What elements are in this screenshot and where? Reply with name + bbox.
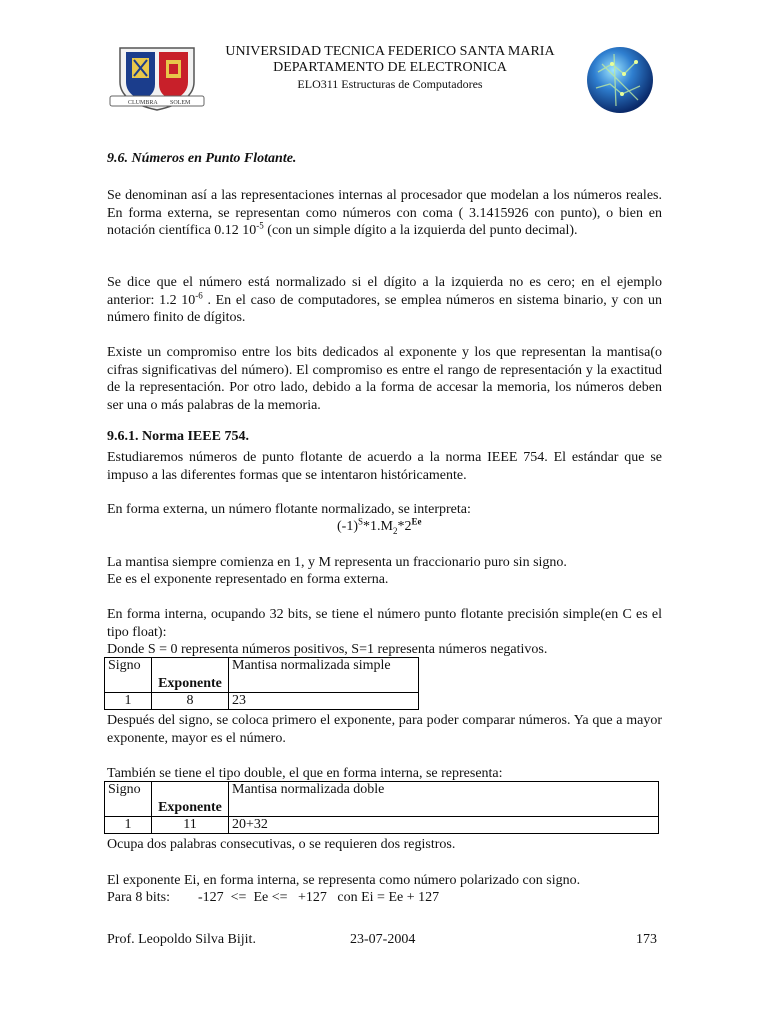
footer-author: Prof. Leopoldo Silva Bijit. bbox=[107, 932, 256, 947]
formula-mantissa: *1.M bbox=[363, 519, 393, 534]
university-name: UNIVERSIDAD TECNICA FEDERICO SANTA MARIA bbox=[225, 44, 555, 59]
double-precision-table bbox=[104, 781, 659, 834]
footer-date: 23-07-2004 bbox=[350, 932, 416, 947]
table-header-row bbox=[105, 782, 659, 817]
cell-exponent-bits: 8 bbox=[152, 693, 229, 710]
paragraph-intro bbox=[107, 187, 662, 240]
paragraph-biased-exponent: El exponente Ei, en forma interna, se representa como número polarizado con signo. bbox=[107, 873, 581, 888]
paragraph-single-precision: En forma interna, ocupando 32 bits, se tiene el número punto flotante precisión simple(en C es el tipo float): bbox=[107, 607, 662, 640]
paragraph-normalized bbox=[107, 274, 662, 327]
cell-mantissa-bits: 23 bbox=[229, 693, 419, 710]
footer-page-number: 173 bbox=[636, 932, 657, 947]
section-title: 9.6. Números en Punto Flotante. bbox=[107, 151, 297, 166]
formula-power-of-two: *2 bbox=[397, 519, 412, 534]
header-mantissa: Mantisa normalizada doble bbox=[229, 782, 659, 817]
header-sign: Signo bbox=[105, 782, 152, 817]
table-row bbox=[105, 817, 659, 834]
formula-base-two-subscript: 2 bbox=[392, 525, 398, 536]
exponent-superscript: -5 bbox=[256, 220, 264, 231]
exponent-superscript: -6 bbox=[195, 289, 203, 300]
paragraph-double: También se tiene el tipo double, el que en forma interna, se representa: bbox=[107, 766, 503, 781]
cell-mantissa-bits: 20+32 bbox=[229, 817, 659, 834]
course-name: ELO311 Estructuras de Computadores bbox=[297, 77, 483, 91]
paragraph-intro-part-b: (con un simple dígito a la izquierda del punto decimal). bbox=[263, 223, 578, 238]
paragraph-mantissa: La mantisa siempre comienza en 1, y M representa un fraccionario puro sin signo. bbox=[107, 555, 567, 570]
paragraph-eight-bits: Para 8 bits: -127 <= Ee <= +127 con Ei = Ee + 127 bbox=[107, 890, 440, 905]
crest-motto-right: SOLEM bbox=[170, 100, 191, 106]
globe-logo bbox=[584, 44, 656, 116]
header-exponent: Exponente bbox=[152, 782, 229, 817]
paragraph-ieee-standard: Estudiaremos números de punto flotante de acuerdo a la norma IEEE 754. El estándar que se impuso a las diferentes formas que se intentaron históricamente. bbox=[107, 450, 662, 483]
paragraph-compromise: Existe un compromiso entre los bits dedicados al exponente y los que representan la mantisa(o cifras significativas del número). El compromiso es entre el rango de representación y la exactitud de la representación. Por otro lado, debido a la forma de accesar la memoria, los números deben ser una o más palabras de la memoria. bbox=[107, 345, 662, 413]
cell-sign-bits: 1 bbox=[105, 693, 152, 710]
paragraph-two-words: Ocupa dos palabras consecutivas, o se requieren dos registros. bbox=[107, 837, 456, 852]
header-exponent: Exponente bbox=[152, 658, 229, 693]
paragraph-normalized-part-a: Se dice que el número está normalizado si el dígito a la izquierda no es cero; en el ejemplo anterior: 1.2 10 bbox=[107, 275, 662, 308]
header-mantissa: Mantisa normalizada simple bbox=[229, 658, 419, 693]
paragraph-external-form: En forma externa, un número flotante normalizado, se interpreta: bbox=[107, 502, 471, 517]
cell-sign-bits: 1 bbox=[105, 817, 152, 834]
department-name: DEPARTAMENTO DE ELECTRONICA bbox=[273, 60, 507, 75]
subsection-title: 9.6.1. Norma IEEE 754. bbox=[107, 429, 249, 444]
paragraph-exponent-external: Ee es el exponente representado en forma externa. bbox=[107, 572, 389, 587]
table-row bbox=[105, 693, 419, 710]
single-precision-table bbox=[104, 657, 419, 710]
paragraph-intro-part-a: Se denominan así a las representaciones internas al procesador que modelan a los números reales. En forma externa, se representan como números con coma ( 3.1415926 con punto), o bien en notación científica 0.12 10 bbox=[107, 188, 662, 238]
cell-exponent-bits: 11 bbox=[152, 817, 229, 834]
formula-sign-exponent: S bbox=[358, 516, 364, 527]
formula-exponent: Ee bbox=[411, 516, 422, 527]
table-header-row bbox=[105, 658, 419, 693]
paragraph-normalized-part-b: . En el caso de computadores, se emplea números en sistema binario, y con un número finito de dígitos. bbox=[107, 292, 662, 325]
paragraph-sign-meaning: Donde S = 0 representa números positivos, S=1 representa números negativos. bbox=[107, 642, 548, 657]
crest-motto-left: CLUMBRA bbox=[128, 100, 158, 106]
float-formula bbox=[337, 518, 421, 535]
document-header bbox=[190, 44, 590, 92]
header-sign: Signo bbox=[105, 658, 152, 693]
formula-base: (-1) bbox=[337, 519, 358, 534]
paragraph-sign-first: Después del signo, se coloca primero el exponente, para poder comparar números. Ya que a mayor exponente, mayor es el número. bbox=[107, 713, 662, 746]
